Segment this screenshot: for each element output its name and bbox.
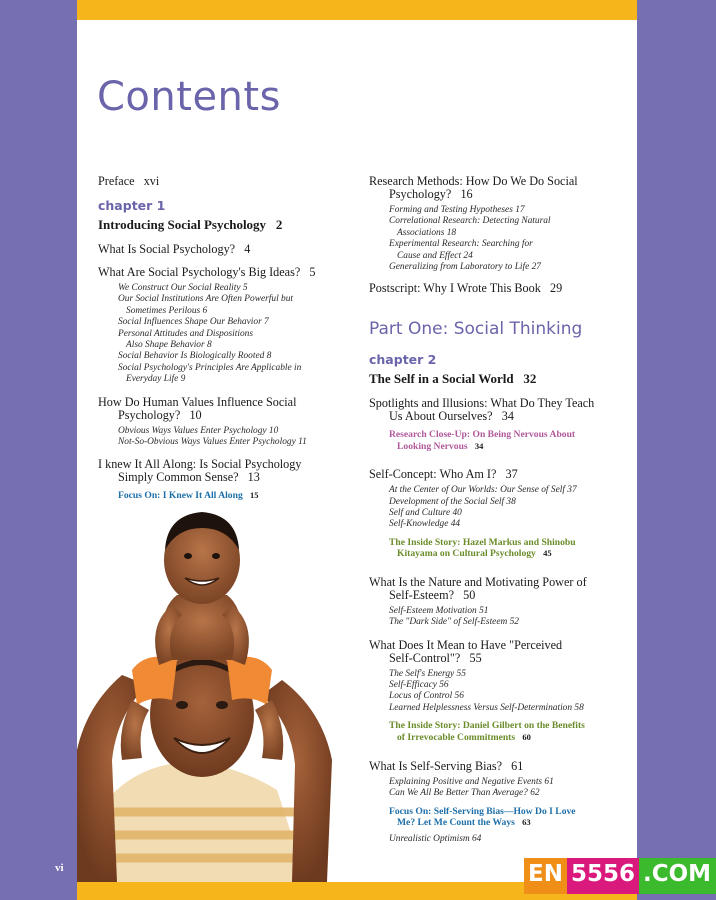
chapter-label: chapter 1 — [98, 198, 166, 213]
inside-story-entry[interactable]: The Inside Story: Daniel Gilbert on the Benefits of Irrevocable Commitments 60 — [389, 720, 585, 743]
toc-subentry[interactable]: Self-Knowledge 44 — [389, 519, 461, 530]
toc-entry[interactable]: What Is Social Psychology? 4 — [98, 242, 251, 256]
toc-subentry[interactable]: Social Influences Shape Our Behavior 7 — [118, 317, 269, 328]
toc-subentry[interactable]: The Self's Energy 55 — [389, 668, 466, 679]
toc-left-column — [98, 175, 353, 502]
toc-subentry[interactable]: Social Behavior Is Biologically Rooted 8 — [118, 351, 272, 362]
toc-subentry[interactable]: Can We All Be Better Than Average? 62 — [389, 788, 540, 799]
toc-subentry[interactable]: At the Center of Our Worlds: Our Sense of Self 37 — [389, 485, 577, 496]
toc-entry[interactable]: What Is the Nature and Motivating Power of Self-Esteem? 50 — [369, 574, 587, 602]
father-and-son-photo — [77, 500, 337, 882]
part-title: Part One: Social Thinking — [369, 319, 583, 340]
page-number: vi — [55, 862, 64, 874]
toc-right-column — [369, 175, 631, 845]
toc-entry[interactable]: How Do Human Values Influence Social Psychology? 10 — [98, 394, 297, 422]
toc-subentry[interactable]: Forming and Testing Hypotheses 17 — [389, 205, 525, 215]
toc-subentry[interactable]: We Construct Our Social Reality 5 — [118, 283, 248, 293]
toc-subentry[interactable]: Explaining Positive and Negative Events 61 — [389, 776, 554, 787]
toc-subentry[interactable]: Correlational Research: Detecting Natural Associations 18 — [389, 216, 551, 238]
toc-subentries — [369, 485, 631, 531]
toc-subentry[interactable]: Not-So-Obvious Ways Values Enter Psychology 11 — [118, 437, 307, 448]
toc-subentry[interactable]: Self and Culture 40 — [389, 508, 462, 519]
toc-subentries — [98, 426, 353, 449]
toc-entry[interactable]: What Is Self-Serving Bias? 61 — [369, 758, 524, 773]
toc-entry-postscript[interactable]: Postscript: Why I Wrote This Book 29 — [369, 281, 563, 296]
research-closeup-entry[interactable]: Research Close-Up: On Being Nervous About Looking Nervous 34 — [389, 429, 576, 452]
toc-entry[interactable]: What Does It Mean to Have "Perceived Self-Control"? 55 — [369, 637, 563, 665]
toc-subentry[interactable]: Locus of Control 56 — [389, 691, 464, 702]
watermark-logo: EN 5556 .COM — [524, 858, 716, 894]
toc-subentry[interactable]: Self-Esteem Motivation 51 — [389, 605, 489, 616]
toc-entry[interactable]: What Are Social Psychology's Big Ideas? 5 — [98, 265, 316, 279]
toc-entry[interactable]: I knew It All Along: Is Social Psychology Simply Common Sense? 13 — [98, 457, 302, 485]
page-title: Contents — [97, 74, 281, 120]
toc-entry[interactable]: Self-Concept: Who Am I? 37 — [369, 467, 518, 482]
inside-story-entry[interactable]: The Inside Story: Hazel Markus and Shinobu Kitayama on Cultural Psychology 45 — [389, 536, 576, 560]
toc-entry[interactable]: Research Methods: How Do We Do Social Psychology? 16 — [369, 174, 578, 201]
toc-subentries — [369, 606, 631, 629]
toc-subentry[interactable]: Development of the Social Self 38 — [389, 496, 516, 507]
toc-subentry[interactable]: Experimental Research: Searching for Cause and Effect 24 — [389, 239, 533, 261]
toc-subentry[interactable]: Social Psychology's Principles Are Applicable in Everyday Life 9 — [118, 362, 302, 385]
toc-subentries — [369, 205, 631, 273]
toc-subentries — [98, 283, 353, 386]
toc-subentries — [369, 777, 631, 800]
focus-box-entry[interactable]: Focus On: I Knew It All Along 15 — [118, 490, 259, 502]
toc-subentries — [369, 669, 631, 715]
toc-subentry[interactable]: Learned Helplessness Versus Self-Determination 58 — [389, 702, 584, 713]
focus-box-entry[interactable]: Focus On: Self-Serving Bias—How Do I Love Me? Let Me Count the Ways 63 — [389, 805, 576, 829]
toc-entry[interactable]: Spotlights and Illusions: What Do They Teach Us About Ourselves? 34 — [369, 396, 595, 424]
toc-subentry[interactable]: Personal Attitudes and Dispositions Also Shape Behavior 8 — [118, 328, 253, 351]
chapter-label: chapter 2 — [369, 352, 437, 368]
toc-subentries — [369, 834, 631, 845]
top-color-bar — [77, 0, 637, 20]
chapter-title[interactable]: The Self in a Social World 32 — [369, 371, 537, 387]
toc-subentry[interactable]: The "Dark Side" of Self-Esteem 52 — [389, 617, 519, 628]
chapter-title[interactable]: Introducing Social Psychology 2 — [98, 217, 283, 232]
toc-subentry[interactable]: Generalizing from Laboratory to Life 27 — [389, 262, 541, 273]
toc-subentry[interactable]: Self-Efficacy 56 — [389, 679, 449, 690]
toc-entry-preface[interactable]: Preface xvi — [98, 174, 160, 188]
toc-subentry[interactable]: Obvious Ways Values Enter Psychology 10 — [118, 425, 279, 436]
toc-subentry[interactable]: Unrealistic Optimism 64 — [389, 833, 482, 844]
toc-subentry[interactable]: Our Social Institutions Are Often Powerful but Sometimes Perilous 6 — [118, 294, 293, 316]
